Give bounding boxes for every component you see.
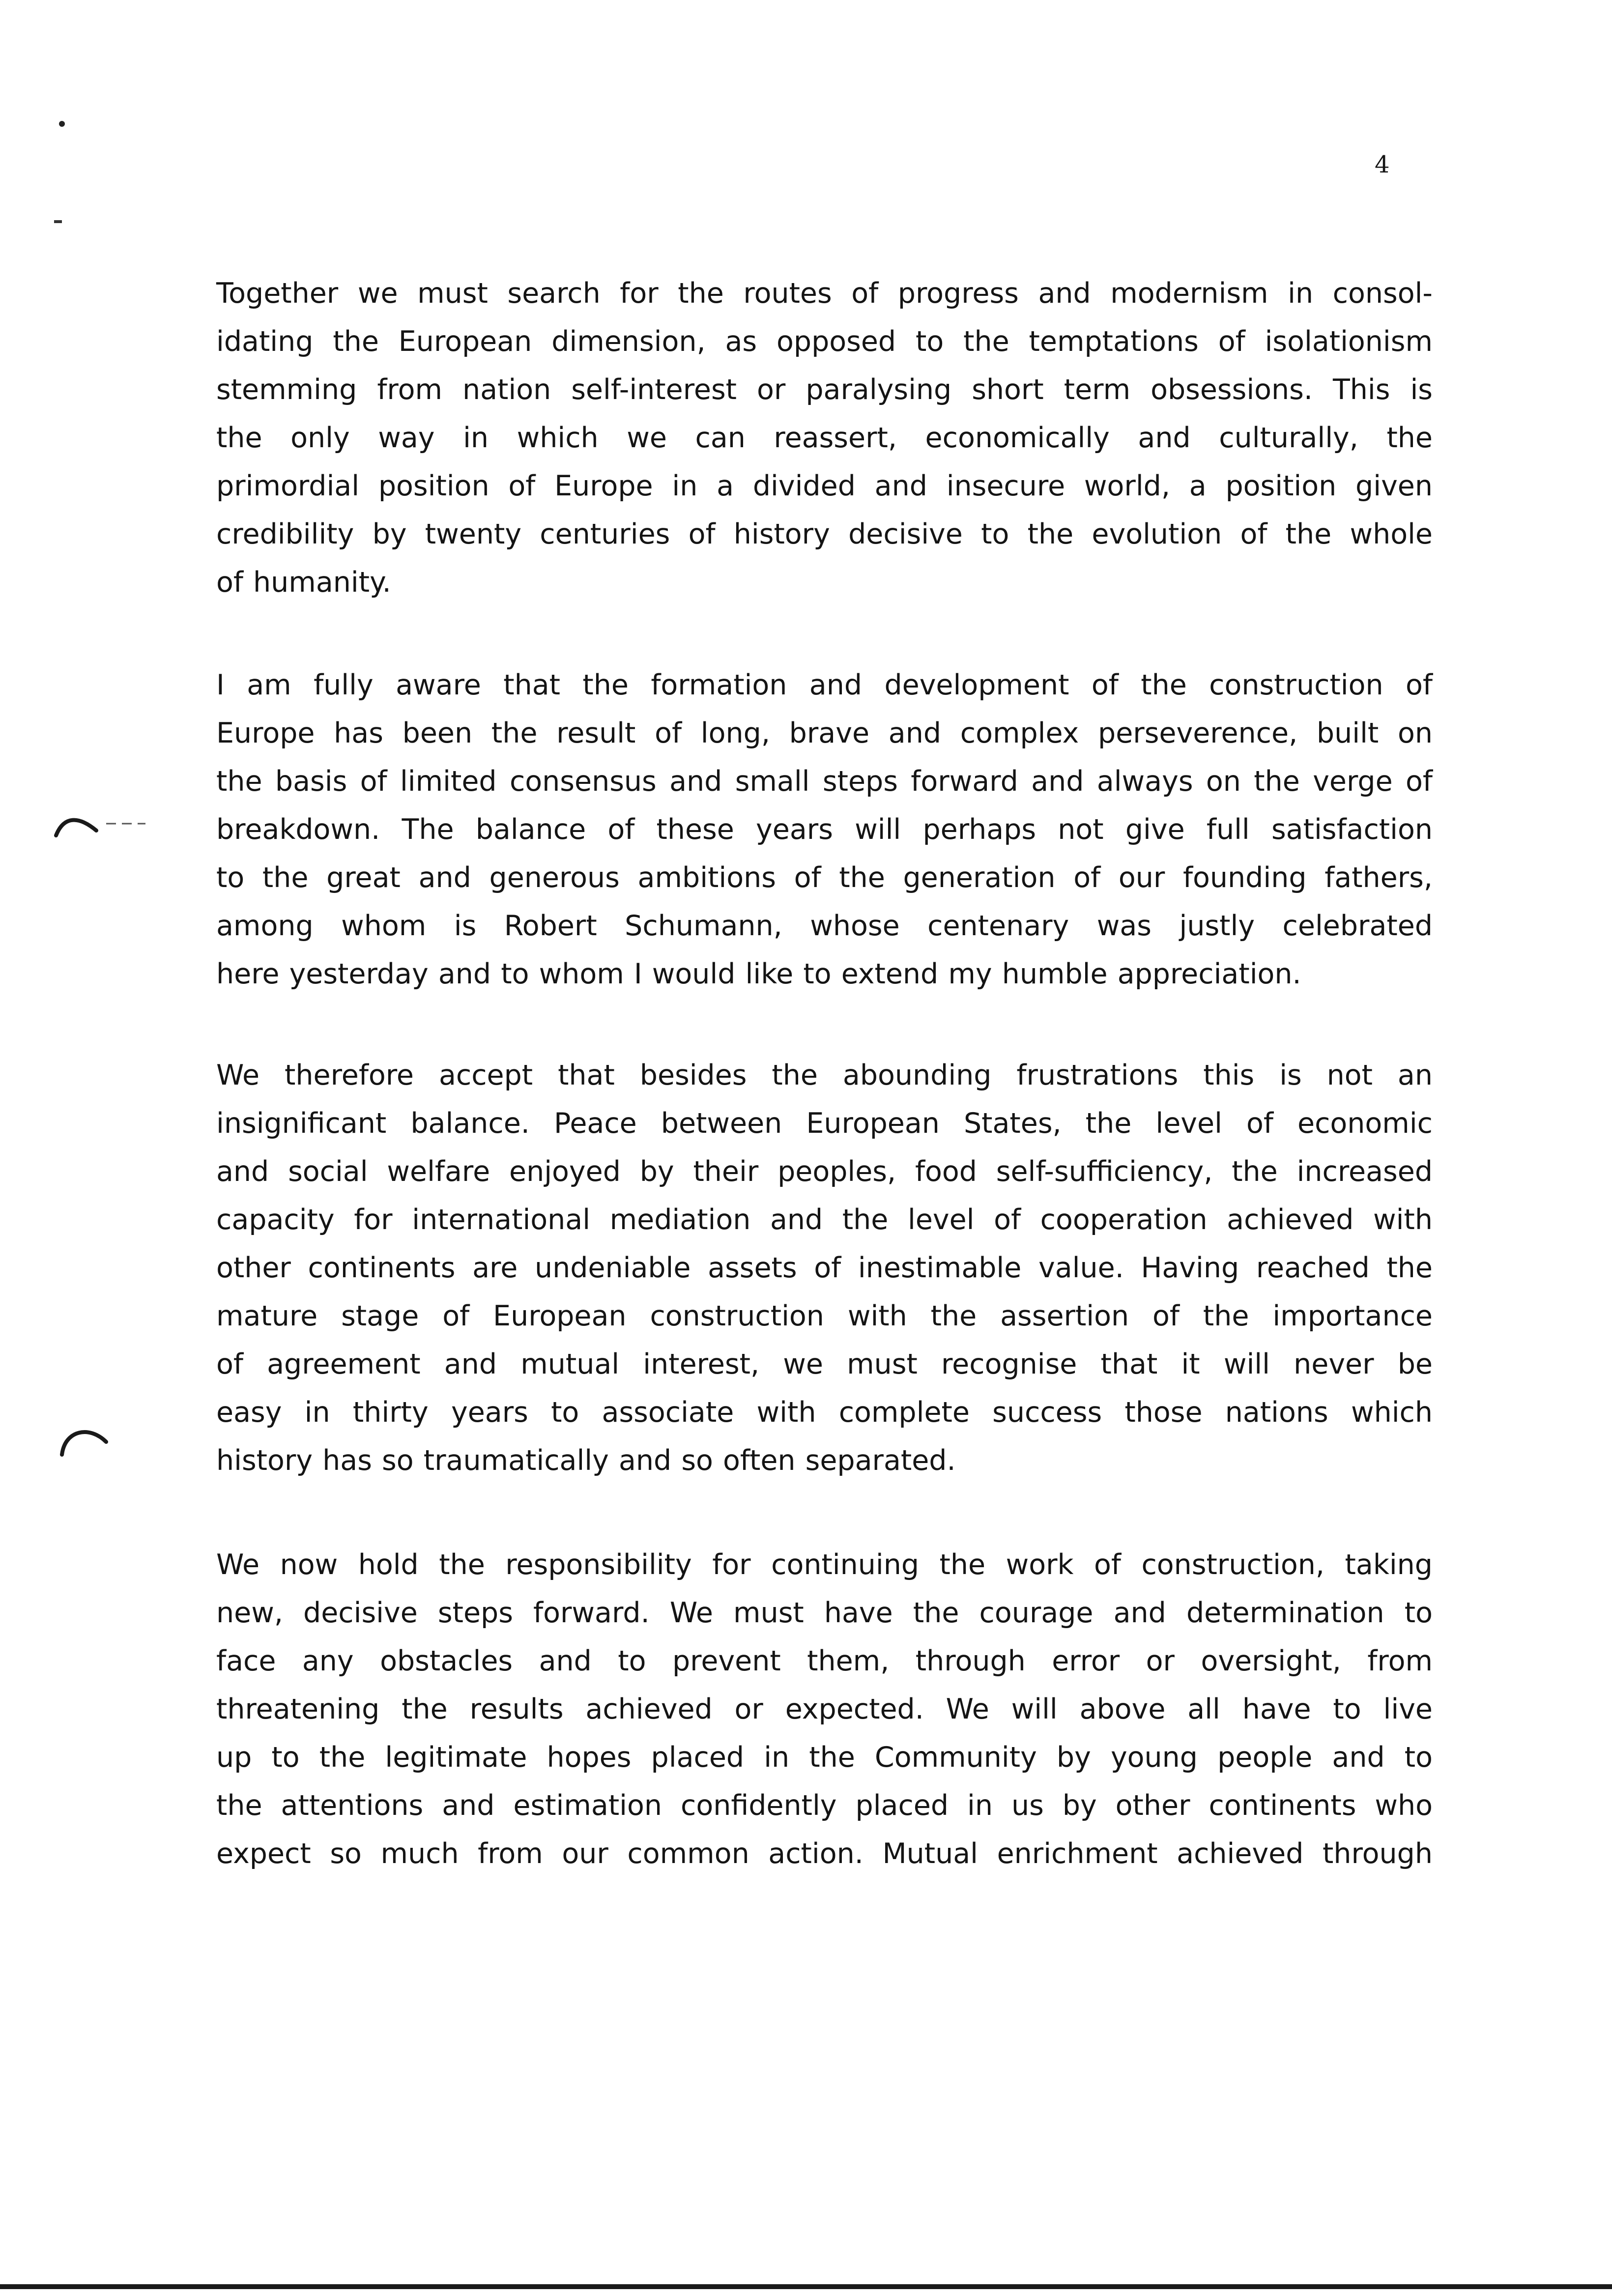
text-line: capacity for international mediation and the level of cooperation achieved with xyxy=(216,1204,1433,1236)
page-number: 4 xyxy=(1375,151,1390,178)
paragraph-4 xyxy=(216,1541,1433,1878)
text-line: expect so much from our common action. Mutual enrichment achieved through xyxy=(216,1837,1433,1870)
page-bottom-edge xyxy=(0,2284,1612,2289)
text-line: here yesterday and to whom I would like to extend my humble appreciation. xyxy=(216,958,1301,990)
text-line: history has so traumatically and so often separated. xyxy=(216,1444,956,1477)
text-line: We therefore accept that besides the abounding frustrations this is not an xyxy=(216,1059,1433,1091)
margin-bracket-mark-upper xyxy=(49,806,147,845)
text-line: and social welfare enjoyed by their peoples, food self-sufficiency, the increased xyxy=(216,1155,1433,1188)
text-line: primordial position of Europe in a divided and insecure world, a position given xyxy=(216,470,1433,502)
text-line: mature stage of European construction with the assertion of the importance xyxy=(216,1300,1433,1332)
text-line: among whom is Robert Schumann, whose centenary was justly celebrated xyxy=(216,910,1433,942)
margin-bracket-mark-lower xyxy=(55,1420,114,1460)
margin-dash-mark xyxy=(54,220,62,223)
margin-dot-mark xyxy=(59,121,65,127)
text-line: Together we must search for the routes of progress and modernism in consol- xyxy=(216,277,1433,310)
text-line: up to the legitimate hopes placed in the Community by young people and to xyxy=(216,1741,1433,1774)
text-line: Europe has been the result of long, brave and complex perseverence, built on xyxy=(216,717,1433,749)
text-line: the basis of limited consensus and small steps forward and always on the verge of xyxy=(216,765,1433,798)
text-line: stemming from nation self-interest or paralysing short term obsessions. This is xyxy=(216,373,1433,406)
text-line: of agreement and mutual interest, we must recognise that it will never be xyxy=(216,1348,1433,1380)
text-line: breakdown. The balance of these years will perhaps not give full satisfaction xyxy=(216,813,1433,846)
text-line: of humanity. xyxy=(216,566,391,599)
paragraph-3 xyxy=(216,1051,1433,1485)
text-line: other continents are undeniable assets of inestimable value. Having reached the xyxy=(216,1252,1433,1284)
text-line: new, decisive steps forward. We must have the courage and determination to xyxy=(216,1597,1433,1629)
text-line: insignificant balance. Peace between European States, the level of economic xyxy=(216,1107,1433,1140)
text-line: the only way in which we can reassert, economically and culturally, the xyxy=(216,422,1433,454)
text-line: easy in thirty years to associate with complete success those nations which xyxy=(216,1396,1433,1429)
text-line: We now hold the responsibility for continuing the work of construction, taking xyxy=(216,1549,1433,1581)
text-line: the attentions and estimation confidently placed in us by other continents who xyxy=(216,1789,1433,1822)
text-line: idating the European dimension, as opposed to the temptations of isolationism xyxy=(216,325,1433,358)
text-line: threatening the results achieved or expected. We will above all have to live xyxy=(216,1693,1433,1725)
text-line: credibility by twenty centuries of history decisive to the evolution of the whole xyxy=(216,518,1433,550)
text-line: I am fully aware that the formation and development of the construction of xyxy=(216,669,1433,701)
text-line: face any obstacles and to prevent them, through error or oversight, from xyxy=(216,1645,1433,1677)
paragraph-1 xyxy=(216,269,1433,606)
paragraph-2 xyxy=(216,661,1433,998)
text-line: to the great and generous ambitions of the generation of our founding fathers, xyxy=(216,861,1433,894)
